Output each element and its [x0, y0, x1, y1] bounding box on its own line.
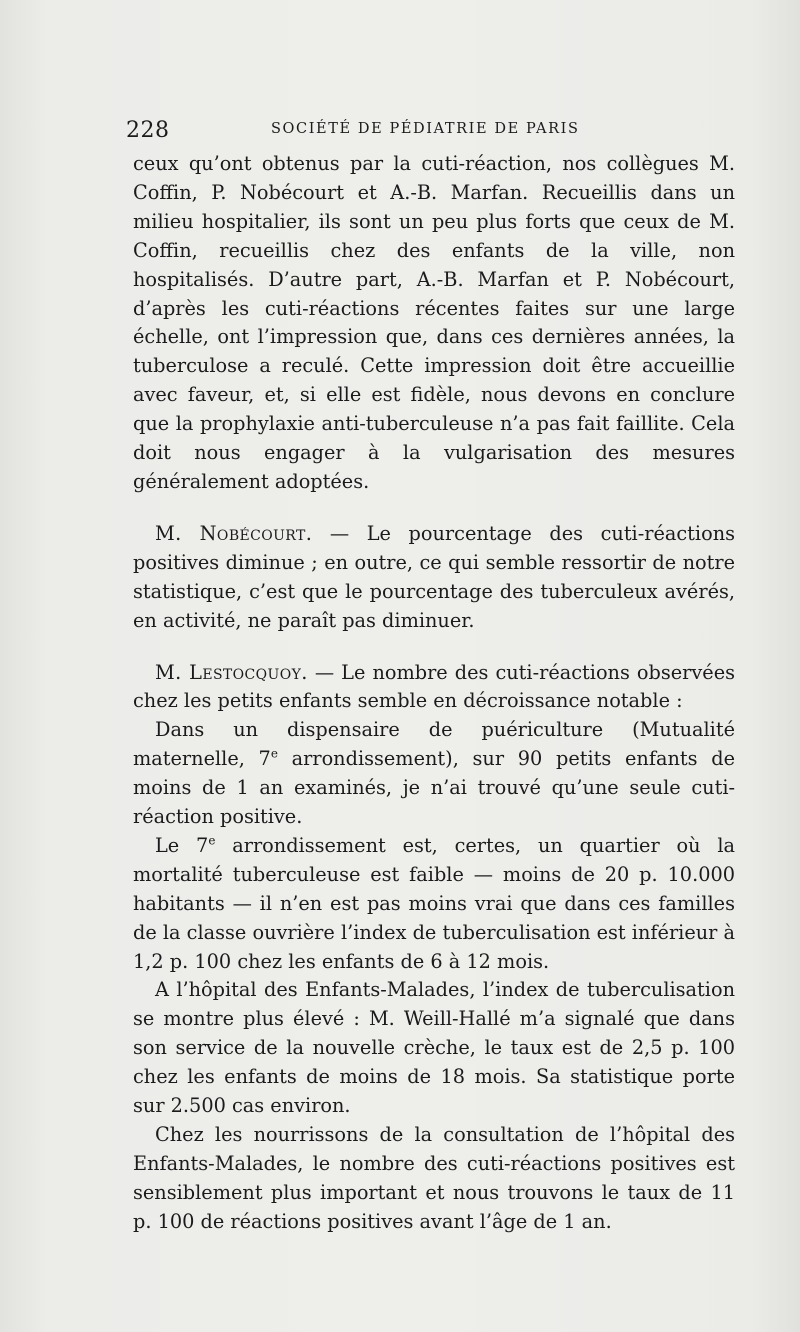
superscript-e: e	[270, 746, 278, 761]
paragraph-nourrissons: Chez les nourrissons de la consultation de l’hôpital des Enfants-Malades, le nombre des cuti-réactions positives est sensiblement plus important et nous trouvons le taux de 11 p. 100 de réactions positives avant l’âge de 1 an.	[133, 1123, 735, 1233]
page-header	[126, 118, 734, 142]
paragraph-1: ceux qu’ont obtenus par la cuti-réaction, nos collègues M. Coffin, P. Nobécourt et A.-B. Marfan. Recueillis dans un milieu hospitalier, ils sont un peu plus forts que ceux de M. Coffin, recueillis chez des enfants de la ville, non hospitalisés. D’autre part, A.-B. Marfan et P. Nobécourt, d’après les cuti-réactions récentes faites sur une large échelle, ont l’impression que, dans ces dernières années, la tuberculose a reculé. Cette impression doit être accueillie avec faveur, et, si elle est fidèle, nous devons en conclure que la prophylaxie anti-tuberculeuse n’a pas fait faillite. Cela doit nous engager à la vulgarisation des mesures généralement adoptées.	[133, 152, 735, 493]
lestocquoy-text: — Le nombre des cuti-réactions observées chez les petits enfants semble en décroissance notable :	[133, 660, 735, 713]
arrondissement-text-a: Le 7	[155, 833, 209, 857]
speaker-nobecourt: M. Nobécourt.	[155, 521, 313, 545]
arrondissement-text-b: arrondissement est, certes, un quartier où la mortalité tuberculeuse est faible — moins de 20 p. 10.000 habitants — il n’en est pas moins vrai que dans ces familles de la classe ouvrière l’index de tuberculisation est inférieur à 1,2 p. 100 chez les enfants de 6 à 12 mois.	[133, 833, 735, 973]
body-text	[133, 150, 735, 1237]
speaker-lestocquoy: M. Lestocquoy.	[155, 660, 308, 684]
paragraph-dispensaire	[133, 716, 735, 832]
paragraph-nobecourt	[133, 520, 735, 636]
superscript-e: e	[208, 833, 216, 848]
nobecourt-text: — Le pourcentage des cuti-réactions positives diminue ; en outre, ce qui semble ressortir de notre statistique, c’est que le pourcentage des tuberculeux avérés, en activité, ne paraît pas diminuer.	[133, 521, 736, 632]
dispensaire-text-b: arrondissement), sur 90 petits enfants de moins de 1 an examinés, je n’ai trouvé qu’une seule cuti-réaction positive.	[133, 747, 735, 829]
paragraph-hopital: A l’hôpital des Enfants-Malades, l’index de tuberculisation se montre plus élevé : M. Weill-Hallé m’a signalé que dans son service de la nouvelle crèche, le taux est de 2,5 p. 100 chez les enfants de moins de 18 mois. Sa statistique porte sur 2.500 cas environ.	[133, 978, 735, 1118]
running-head: SOCIÉTÉ DE PÉDIATRIE DE PARIS	[271, 121, 580, 137]
paragraph-arrondissement	[133, 832, 735, 977]
page-number: 228	[126, 118, 170, 143]
paragraph-lestocquoy	[133, 659, 735, 717]
dispensaire-text-a: Dans un dispensaire de puériculture (Mutualité maternelle, 7	[133, 718, 735, 771]
